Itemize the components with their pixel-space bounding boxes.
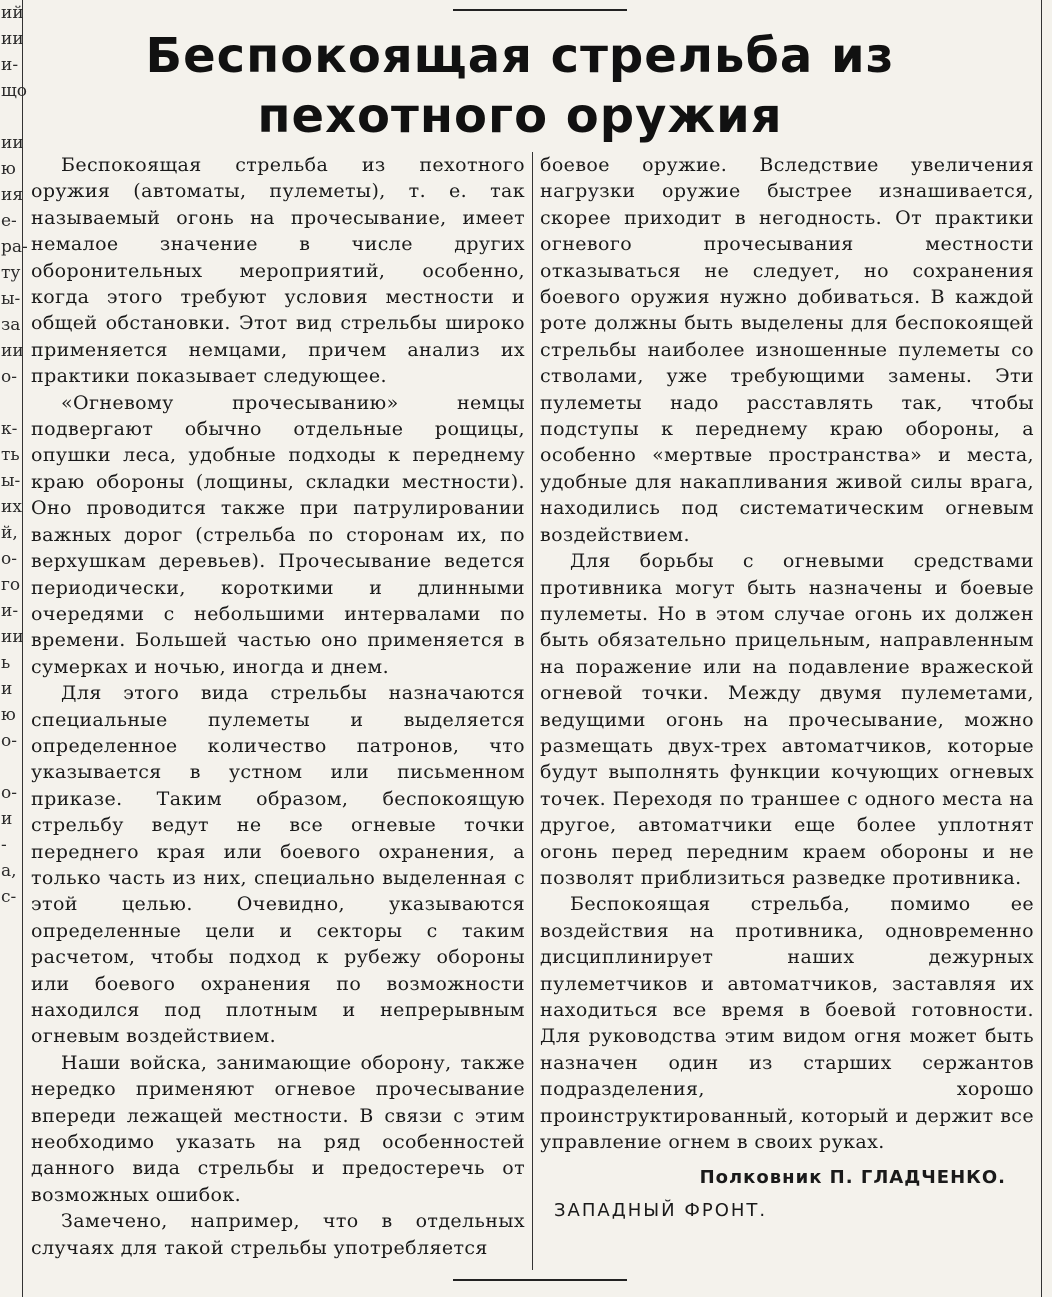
fragment-line: ту: [1, 263, 21, 283]
fragment-line: ть: [1, 445, 20, 465]
headline-line-2: пехотного оружия: [257, 88, 783, 144]
fragment-line: ра-: [1, 237, 28, 257]
article-headline: [60, 26, 980, 146]
fragment-line: их: [1, 497, 22, 517]
paragraph: Для борьбы с огневыми средствами противника могут быть назначены и боевые пулеметы. Но в этом случае огонь их должен быть обязательно прицельным, направленным на поражение или на подавление вражеской огневой точки. Между двумя пулеметами, ведущими огонь на прочесывание, можно размещать двух-трех автоматчиков, которые будут выполнять функции кочующих огневых точек. Переходя по траншее с одного места на другое, автоматчики еще более уплотнят огонь перед передним краем обороны и не позволят приблизиться разведке противника.: [540, 550, 1034, 889]
fragment-line: с-: [1, 887, 17, 907]
paragraph: Беспокоящая стрельба из пехотного оружия (автоматы, пулеметы), т. е. так называемый огонь на прочесывание, имеет немалое значение в числе других оборонительных мероприятий, особенно, когда этого требуют условия местности и общей обстановки. Этот вид стрельбы широко применяется немцами, причем анализ их практики показывает следующее.: [31, 154, 525, 388]
article-column-left: [31, 152, 525, 1261]
fragment-line: и-: [1, 601, 19, 621]
fragment-line: [0, 390, 22, 416]
paragraph: «Огневому прочесыванию» немцы подвергают обычно отдельные рощицы, опушки леса, удобные подходы к переднему краю обороны (лощины, складки местности). Оно проводится также при патрулировании важных дорог (стрельба по сторонам их, по верхушкам деревьев). Прочесывание ведется периодически, короткими и длинными очередями с небольшими интервалами по времени. Большей частью оно применяется в сумерках и ночью, иногда и днем.: [31, 391, 525, 678]
fragment-line: ы-: [1, 471, 21, 491]
fragment-line: о-: [1, 731, 17, 751]
fragment-line: о-: [1, 367, 17, 387]
fragment-line: и-: [1, 55, 19, 75]
fragment-line: и: [1, 679, 13, 699]
fragment-line: ь: [1, 653, 11, 673]
fragment-line: й,: [1, 523, 18, 543]
fragment-line: ии: [1, 133, 24, 153]
fragment-line: ы-: [1, 289, 21, 309]
paragraph: Беспокоящая стрельба, помимо ее воздействия на противника, одновременно дисциплинирует наших дежурных пулеметчиков и автоматчиков, заставляя их находиться все время в боевой готовности. Для руководства этим видом огня может быть назначен один из старших сержантов подразделения, хорошо проинструктированный, который и держит все управление огнем в своих руках.: [540, 893, 1034, 1154]
adjacent-column-fragment: [0, 0, 28, 1297]
fragment-line: ю: [1, 705, 16, 725]
fragment-line: що: [1, 81, 28, 101]
paragraph: Замечено, например, что в отдельных случаях для такой стрельбы употребляется: [31, 1210, 525, 1259]
fragment-line: е-: [1, 211, 17, 231]
right-column-edge: [1041, 0, 1052, 1297]
paragraph-continuation: боевое оружие. Вследствие увеличения нагрузки оружие быстрее изнашивается, скорее приходит в негодность. От практики огневого прочесывания местности отказываться не следует, но сохранения боевого оружия нужно добиваться. В каждой роте должны быть выделены для беспокоящей стрельбы наиболее изношенные пулеметы со стволами, уже требующими замены. Эти пулеметы надо расставлять так, чтобы подступы к переднему краю обороны, а особенно «мертвые пространства» и места, удобные для накапливания живой силы врага, находились под систематическим огневым воздействием.: [540, 154, 1034, 546]
fragment-line: [0, 754, 22, 780]
fragment-line: а,: [1, 861, 17, 881]
column-divider: [532, 152, 533, 1270]
bottom-divider-rule: [453, 1279, 627, 1281]
author-signature: Полковник П. ГЛАДЧЕНКО.: [699, 1167, 1006, 1189]
fragment-line: го: [1, 575, 21, 595]
fragment-line: ю: [1, 159, 16, 179]
fragment-line: ии: [1, 627, 24, 647]
fragment-line: и: [1, 809, 13, 829]
article-column-right: [540, 152, 1034, 1224]
fragment-line: за: [1, 315, 21, 335]
paragraph: Наши войска, занимающие оборону, также нередко применяют огневое прочесывание впереди лежащей местности. В связи с этим необходимо указать на ряд особенностей данного вида стрельбы и предостеречь от возможных ошибок.: [31, 1051, 525, 1206]
fragment-line: ия: [1, 185, 24, 205]
top-divider-rule: [453, 9, 627, 11]
fragment-line: -: [1, 835, 7, 855]
fragment-line: о-: [1, 783, 17, 803]
dateline-location: ЗАПАДНЫЙ ФРОНТ.: [554, 1199, 768, 1221]
fragment-line: ий: [1, 3, 24, 23]
fragment-line: ии: [1, 341, 24, 361]
fragment-line: о-: [1, 549, 17, 569]
fragment-line: [0, 104, 22, 130]
headline-line-1: Беспокоящая стрельба из: [145, 28, 895, 84]
fragment-line: к-: [1, 419, 18, 439]
fragment-line: ии: [1, 29, 24, 49]
paragraph: Для этого вида стрельбы назначаются специальные пулеметы и выделяется определенное количество патронов, что указывается в устном или письменном приказе. Таким образом, беспокоящую стрельбу ведут не все огневые точки переднего края или боевого охранения, а только часть из них, специально выделенная с этой целью. Очевидно, указываются определенные цели и секторы с таким расчетом, чтобы подход к рубежу обороны или боевого охранения по возможности находился под плотным и непрерывным огневым воздействием.: [31, 682, 525, 1048]
